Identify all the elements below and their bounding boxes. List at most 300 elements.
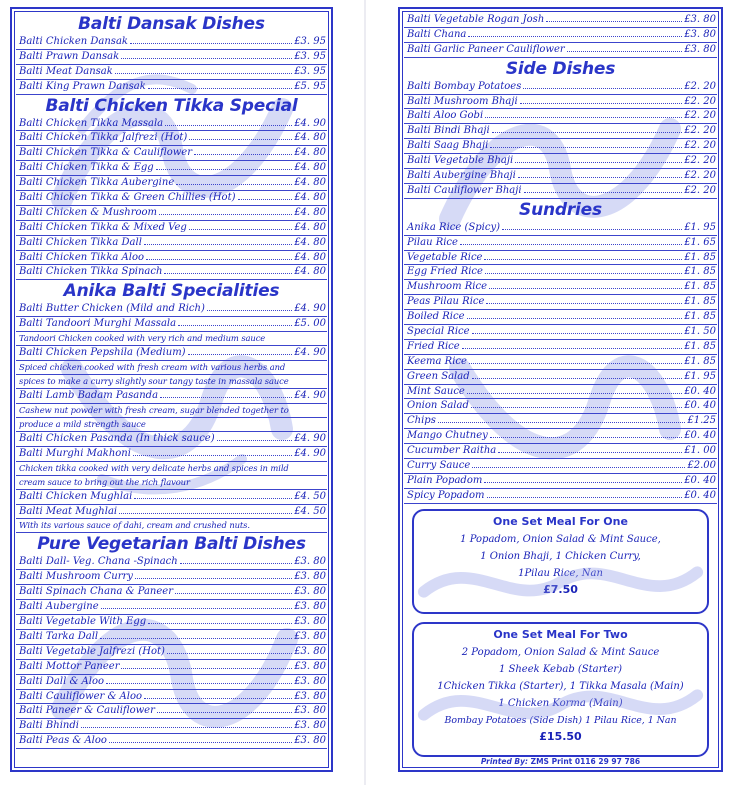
menu-item-price: £4. 80: [294, 251, 326, 263]
menu-item-price: £1. 85: [684, 311, 716, 323]
menu-item-row: [16, 690, 327, 705]
menu-item-price: £1. 85: [684, 340, 716, 352]
menu-item-description: Spiced chicken cooked with fresh cream with various herbs and: [16, 361, 327, 375]
menu-item-row: [16, 447, 327, 462]
menu-item-name: Balti Bhindi: [19, 720, 79, 732]
dot-leader: [460, 244, 682, 245]
menu-item-price: £3. 80: [294, 586, 326, 598]
menu-item-row: [16, 80, 327, 95]
menu-item-row: [404, 295, 717, 310]
dot-leader: [180, 563, 292, 564]
menu-item-description: Cashew nut powder with fresh cream, sugar blended together to: [16, 404, 327, 418]
dot-leader: [502, 229, 682, 230]
menu-item-price: £3. 80: [684, 43, 716, 55]
dot-leader: [115, 73, 292, 74]
menu-item-row: [404, 444, 717, 459]
dot-leader: [134, 498, 292, 499]
menu-item-row: [404, 109, 717, 124]
dot-leader: [148, 88, 292, 89]
dot-leader: [144, 244, 292, 245]
menu-item-row: [16, 615, 327, 630]
menu-item-row: [16, 660, 327, 675]
menu-item-row: [16, 35, 327, 50]
dot-leader: [438, 422, 686, 423]
menu-item-price: £5. 95: [294, 80, 326, 92]
menu-item-price: £4. 90: [294, 347, 326, 359]
menu-item-row: [404, 459, 717, 474]
menu-item-price: £2. 20: [684, 80, 716, 92]
menu-item-name: Green Salad: [407, 370, 470, 382]
menu-item-row: [16, 176, 327, 191]
menu-item-name: Balti Vegetable Bhaji: [407, 155, 514, 167]
page-fold: [364, 0, 366, 785]
menu-item-price: £2. 20: [684, 110, 716, 122]
menu-item-name: Balti Meat Mughlai: [19, 505, 118, 517]
menu-item-row: [404, 139, 717, 154]
menu-item-name: Keema Rice: [407, 355, 467, 367]
menu-item-price: £3. 80: [294, 675, 326, 687]
menu-item-row: [16, 221, 327, 236]
menu-item-name: Cucumber Raitha: [407, 445, 497, 457]
menu-item-name: Peas Pilau Rice: [407, 296, 485, 308]
menu-item-price: £0. 40: [684, 489, 716, 501]
menu-item-name: Balti Chicken Tikka Spinach: [19, 266, 163, 278]
dot-leader: [467, 318, 683, 319]
swirl-watermark-icon: [414, 552, 707, 612]
menu-item-name: Balti Paneer & Cauliflower: [19, 705, 155, 717]
dot-leader: [472, 378, 683, 379]
menu-item-name: Balti Chicken Pepshila (Medium): [19, 347, 186, 359]
menu-item-row: [404, 489, 717, 504]
dot-leader: [188, 354, 293, 355]
menu-item-row: [16, 206, 327, 221]
dot-leader: [524, 192, 683, 193]
dot-leader: [492, 132, 682, 133]
dot-leader: [469, 363, 682, 364]
menu-item-description: Chicken tikka cooked with very delicate herbs and spices in mild: [16, 462, 327, 476]
menu-item-row: [404, 236, 717, 251]
menu-item-price: £2. 20: [684, 184, 716, 196]
menu-item-name: Balti Vegetable Rogan Josh: [407, 14, 545, 25]
dot-leader: [490, 147, 682, 148]
dot-leader: [520, 103, 682, 104]
menu-item-price: £1. 95: [684, 370, 716, 382]
menu-item-name: Balti Dall- Veg. Chana -Spinach: [19, 556, 178, 568]
menu-item-name: Balti Bindi Bhaji: [407, 125, 490, 137]
menu-item-row: [16, 719, 327, 734]
menu-item-row: [16, 236, 327, 251]
section-heading: Balti Chicken Tikka Special: [45, 95, 298, 116]
menu-item-row: [404, 154, 717, 169]
menu-item-name: Balti Chicken Tikka Aloo: [19, 251, 144, 263]
menu-item-price: £3. 95: [294, 65, 326, 77]
menu-item-price: £4. 80: [294, 206, 326, 218]
menu-item-description: With its various sauce of dahi, cream and crushed nuts.: [16, 519, 327, 533]
menu-item-price: £4. 80: [294, 236, 326, 248]
menu-item-description: spices to make a curry slightly sour tangy taste in massala sauce: [16, 375, 327, 389]
menu-item-price: £1. 85: [684, 296, 716, 308]
menu-item-name: Balti Chicken Tikka Dall: [19, 236, 142, 248]
menu-item-row: [404, 474, 717, 489]
printer-label: Printed By:: [480, 757, 529, 766]
dot-leader: [484, 259, 682, 260]
menu-item-name: Balti Vegetable With Egg: [19, 616, 147, 628]
menu-item-price: £4. 90: [294, 432, 326, 444]
menu-item-row: [404, 221, 717, 236]
set-meal-price: £15.50: [539, 730, 582, 743]
set-meal-title: One Set Meal For One: [493, 515, 628, 528]
set-meal-box: [412, 622, 709, 757]
set-meal-line: 1 Onion Bhaji, 1 Chicken Curry,: [480, 551, 641, 562]
menu-item-row: [404, 124, 717, 139]
dot-leader: [238, 199, 293, 200]
dot-leader: [490, 437, 682, 438]
menu-item-name: Balti Chicken Dansak: [19, 36, 128, 47]
dot-leader: [468, 36, 682, 37]
menu-item-name: Balti Spinach Chana & Paneer: [19, 586, 173, 598]
menu-item-price: £3. 80: [294, 705, 326, 717]
menu-item-price: £1. 00: [684, 445, 716, 457]
menu-item-name: Balti Vegetable Jalfrezi (Hot): [19, 645, 165, 657]
dot-leader: [135, 578, 292, 579]
menu-item-row: [404, 265, 717, 280]
menu-item-name: Balti Mottor Paneer: [19, 660, 120, 672]
menu-item-row: [16, 630, 327, 645]
set-meal-line: 1 Popadom, Onion Salad & Mint Sauce,: [460, 534, 661, 545]
menu-item-row: [16, 346, 327, 361]
dot-leader: [133, 455, 292, 456]
menu-item-price: £0. 40: [684, 430, 716, 442]
dot-leader: [523, 88, 682, 89]
menu-item-price: £4. 90: [294, 117, 326, 129]
set-meal-line: 1Pilau Rice, Nan: [518, 568, 603, 579]
set-meal-line: 1Chicken Tikka (Starter), 1 Tikka Masala (Main): [437, 681, 684, 692]
set-meal-box: [412, 509, 709, 614]
menu-item-price: £4. 90: [294, 447, 326, 459]
dot-leader: [467, 393, 682, 394]
menu-item-price: £3. 80: [294, 556, 326, 568]
dot-leader: [164, 273, 292, 274]
dot-leader: [159, 214, 292, 215]
menu-item-price: £3. 80: [294, 571, 326, 583]
menu-item-row: [16, 734, 327, 749]
menu-item-row: [404, 370, 717, 385]
menu-item-name: Balti Dall & Aloo: [19, 675, 104, 687]
printer-text: ZMS Print 0116 29 97 786: [530, 757, 641, 766]
dot-leader: [178, 325, 292, 326]
menu-item-row: [404, 184, 717, 199]
dot-leader: [156, 169, 292, 170]
dot-leader: [567, 51, 683, 52]
menu-item-row: [16, 302, 327, 317]
dot-leader: [194, 154, 292, 155]
menu-item-row: [16, 675, 327, 690]
set-meal-line: 1 Sheek Kebab (Starter): [498, 664, 623, 675]
dot-leader: [485, 273, 682, 274]
menu-item-name: Balti Chana: [407, 28, 467, 40]
menu-item-row: [404, 325, 717, 340]
left-menu-panel: [10, 7, 333, 772]
menu-item-price: £4. 50: [294, 505, 326, 517]
menu-item-price: £1. 85: [684, 251, 716, 263]
menu-item-price: £3. 80: [294, 630, 326, 642]
menu-item-price: £1. 95: [684, 221, 716, 233]
dot-leader: [130, 43, 292, 44]
dot-leader: [100, 638, 292, 639]
menu-item-price: £1. 85: [684, 266, 716, 278]
menu-item-row: [16, 645, 327, 660]
menu-item-price: £1.25: [687, 415, 716, 427]
set-meal-line: 1 Chicken Korma (Main): [498, 698, 623, 709]
menu-item-row: [16, 317, 327, 332]
menu-item-price: £4. 80: [294, 177, 326, 189]
menu-item-row: [16, 265, 327, 280]
dot-leader: [175, 593, 292, 594]
menu-item-price: £5. 00: [294, 318, 326, 330]
menu-item-row: [404, 355, 717, 370]
dot-leader: [106, 683, 292, 684]
menu-item-row: [16, 131, 327, 146]
menu-item-price: £1. 85: [684, 355, 716, 367]
set-meal-title: One Set Meal For Two: [493, 628, 628, 641]
dot-leader: [472, 467, 685, 468]
menu-item-name: Pilau Rice: [407, 236, 458, 248]
menu-item-name: Plain Popadom: [407, 474, 483, 486]
section-heading: Pure Vegetarian Balti Dishes: [37, 534, 306, 555]
menu-item-price: £2. 20: [684, 125, 716, 137]
menu-item-name: Balti Tandoori Murghi Massala: [19, 318, 177, 330]
menu-item-row: [404, 13, 717, 28]
dot-leader: [101, 608, 293, 609]
menu-item-name: Balti Chicken Mughlai: [19, 490, 133, 502]
menu-item-name: Balti Peas & Aloo: [19, 735, 107, 747]
dot-leader: [144, 698, 292, 699]
section-heading: Side Dishes: [505, 58, 616, 79]
menu-item-row: [16, 490, 327, 505]
menu-item-row: [404, 340, 717, 355]
menu-item-row: [16, 570, 327, 585]
menu-item-name: Onion Salad: [407, 400, 469, 412]
dot-leader: [157, 712, 292, 713]
menu-item-price: £3. 80: [294, 645, 326, 657]
menu-item-price: £4. 80: [294, 147, 326, 159]
menu-item-row: [16, 191, 327, 206]
menu-item-name: Boiled Rice: [407, 311, 465, 323]
menu-item-name: Balti Aubergine Bhaji: [407, 170, 516, 182]
menu-item-price: £1. 50: [684, 326, 716, 338]
menu-item-price: £3. 80: [294, 735, 326, 747]
right-menu-panel: [398, 7, 723, 772]
menu-item-price: £3. 80: [294, 690, 326, 702]
menu-item-name: Balti Mushroom Bhaji: [407, 95, 518, 107]
menu-item-price: £0. 40: [684, 400, 716, 412]
dot-leader: [498, 452, 682, 453]
menu-item-price: £4. 80: [294, 221, 326, 233]
menu-item-row: [16, 389, 327, 404]
menu-item-price: £2.00: [687, 460, 716, 472]
menu-item-description: produce a mild strength sauce: [16, 418, 327, 432]
dot-leader: [487, 497, 683, 498]
menu-item-price: £3. 80: [294, 720, 326, 732]
section-heading: Anika Balti Specialities: [63, 281, 280, 302]
menu-item-name: Balti Bombay Potatoes: [407, 80, 522, 92]
dot-leader: [518, 177, 682, 178]
menu-item-price: £4. 90: [294, 303, 326, 315]
menu-item-description: Tandoori Chicken cooked with very rich and medium sauce: [16, 332, 327, 346]
set-meal-price: £7.50: [543, 583, 578, 596]
menu-item-price: £3. 80: [294, 601, 326, 613]
menu-item-name: Balti Tarka Dall: [19, 630, 99, 642]
dot-leader: [81, 727, 292, 728]
dot-leader: [486, 303, 682, 304]
menu-item-name: Egg Fried Rice: [407, 266, 483, 278]
menu-item-row: [16, 432, 327, 447]
menu-item-name: Balti Meat Dansak: [19, 65, 113, 77]
left-menu-content: [16, 13, 327, 766]
menu-item-price: £4. 80: [294, 192, 326, 204]
menu-item-price: £3. 80: [294, 616, 326, 628]
menu-item-row: [404, 251, 717, 266]
dot-leader: [489, 288, 682, 289]
menu-item-price: £2. 20: [684, 95, 716, 107]
menu-item-price: £2. 20: [684, 170, 716, 182]
dot-leader: [462, 348, 683, 349]
menu-item-name: Chips: [407, 415, 436, 427]
menu-item-name: Balti Mushroom Curry: [19, 571, 133, 583]
menu-item-price: £2. 20: [684, 155, 716, 167]
menu-item-price: £4. 90: [294, 390, 326, 402]
dot-leader: [146, 259, 292, 260]
menu-item-name: Balti Chicken Tikka Jalfrezi (Hot): [19, 132, 188, 144]
menu-item-price: £3. 80: [684, 14, 716, 25]
menu-item-row: [16, 251, 327, 266]
menu-item-row: [16, 146, 327, 161]
dot-leader: [471, 407, 682, 408]
menu-item-price: £4. 80: [294, 132, 326, 144]
menu-item-name: Balti Garlic Paneer Cauliflower: [407, 43, 565, 55]
dot-leader: [109, 742, 292, 743]
swirl-watermark-icon: [414, 675, 707, 735]
menu-item-name: Balti Chicken Tikka Massala: [19, 117, 164, 129]
menu-item-name: Balti Chicken Tikka & Green Chillies (Hot): [19, 192, 236, 204]
dot-leader: [148, 623, 292, 624]
menu-item-name: Anika Rice (Spicy): [407, 221, 500, 233]
menu-item-name: Mushroom Rice: [407, 281, 487, 293]
menu-item-row: [16, 585, 327, 600]
menu-item-name: Balti Cauliflower & Aloo: [19, 690, 143, 702]
menu-item-name: Balti Chicken Tikka & Cauliflower: [19, 147, 192, 159]
menu-item-price: £3. 80: [294, 660, 326, 672]
section-heading: Balti Dansak Dishes: [78, 14, 265, 34]
menu-item-name: Balti Prawn Dansak: [19, 50, 120, 62]
menu-item-row: [404, 414, 717, 429]
menu-item-name: Balti Aubergine: [19, 601, 99, 613]
dot-leader: [546, 21, 682, 22]
menu-item-name: Spicy Popadom: [407, 489, 485, 501]
menu-item-name: Balti Chicken Tikka & Egg: [19, 162, 154, 174]
menu-item-row: [404, 80, 717, 95]
menu-item-row: [16, 117, 327, 132]
menu-item-price: £1. 85: [684, 281, 716, 293]
menu-item-price: £0. 40: [684, 474, 716, 486]
set-meal-line: Bombay Potatoes (Side Dish) 1 Pilau Rice, 1 Nan: [444, 715, 677, 726]
menu-item-row: [16, 161, 327, 176]
menu-item-price: £3. 95: [294, 36, 326, 47]
menu-item-name: Balti Cauliflower Bhaji: [407, 184, 522, 196]
dot-leader: [207, 310, 292, 311]
menu-item-name: Vegetable Rice: [407, 251, 483, 263]
menu-item-name: Balti Lamb Badam Pasanda: [19, 390, 159, 402]
menu-item-row: [404, 429, 717, 444]
dot-leader: [485, 117, 682, 118]
menu-item-price: £3. 95: [294, 50, 326, 62]
menu-item-name: Balti Chicken Tikka & Mixed Veg: [19, 221, 187, 233]
menu-item-name: Mango Chutney: [407, 430, 488, 442]
menu-item-row: [404, 28, 717, 43]
dot-leader: [484, 482, 682, 483]
menu-item-description: cream sauce to bring out the rich flavour: [16, 476, 327, 490]
dot-leader: [217, 440, 293, 441]
menu-item-row: [16, 555, 327, 570]
dot-leader: [167, 653, 292, 654]
menu-item-price: £0. 40: [684, 385, 716, 397]
menu-item-row: [404, 280, 717, 295]
menu-item-name: Balti Chicken Tikka Aubergine: [19, 177, 175, 189]
menu-item-price: £2. 20: [684, 140, 716, 152]
menu-item-row: [404, 95, 717, 110]
dot-leader: [165, 125, 292, 126]
dot-leader: [119, 513, 292, 514]
menu-item-price: £4. 80: [294, 162, 326, 174]
dot-leader: [515, 162, 682, 163]
menu-item-name: Fried Rice: [407, 340, 460, 352]
menu-item-name: Special Rice: [407, 326, 470, 338]
menu-item-name: Balti Butter Chicken (Mild and Rich): [19, 303, 205, 315]
menu-item-name: Balti Chicken Pasanda (In thick sauce): [19, 432, 215, 444]
menu-item-price: £4. 50: [294, 490, 326, 502]
menu-item-price: £4. 80: [294, 266, 326, 278]
menu-item-row: [404, 310, 717, 325]
menu-item-price: £3. 80: [684, 28, 716, 40]
dot-leader: [121, 668, 292, 669]
printer-credit: [400, 757, 721, 766]
menu-item-name: Mint Sauce: [407, 385, 465, 397]
menu-item-name: Curry Sauce: [407, 460, 471, 472]
menu-item-price: £1. 65: [684, 236, 716, 248]
dot-leader: [176, 184, 292, 185]
dot-leader: [472, 333, 683, 334]
menu-item-row: [16, 50, 327, 65]
menu-item-row: [16, 505, 327, 520]
menu-item-name: Balti Chicken & Mushroom: [19, 206, 158, 218]
menu-item-name: Balti Murghi Makhoni: [19, 447, 131, 459]
dot-leader: [160, 397, 292, 398]
menu-item-row: [16, 600, 327, 615]
set-meal-line: 2 Popadom, Onion Salad & Mint Sauce: [461, 647, 660, 658]
dot-leader: [189, 139, 292, 140]
menu-item-row: [404, 169, 717, 184]
menu-item-row: [16, 704, 327, 719]
dot-leader: [189, 229, 292, 230]
menu-item-row: [404, 43, 717, 58]
dot-leader: [121, 58, 292, 59]
menu-item-row: [404, 399, 717, 414]
menu-item-name: Balti Aloo Gobi: [407, 110, 484, 122]
section-heading: Sundries: [519, 199, 602, 220]
menu-item-name: Balti King Prawn Dansak: [19, 80, 146, 92]
menu-item-name: Balti Saag Bhaji: [407, 140, 489, 152]
menu-item-row: [16, 65, 327, 80]
